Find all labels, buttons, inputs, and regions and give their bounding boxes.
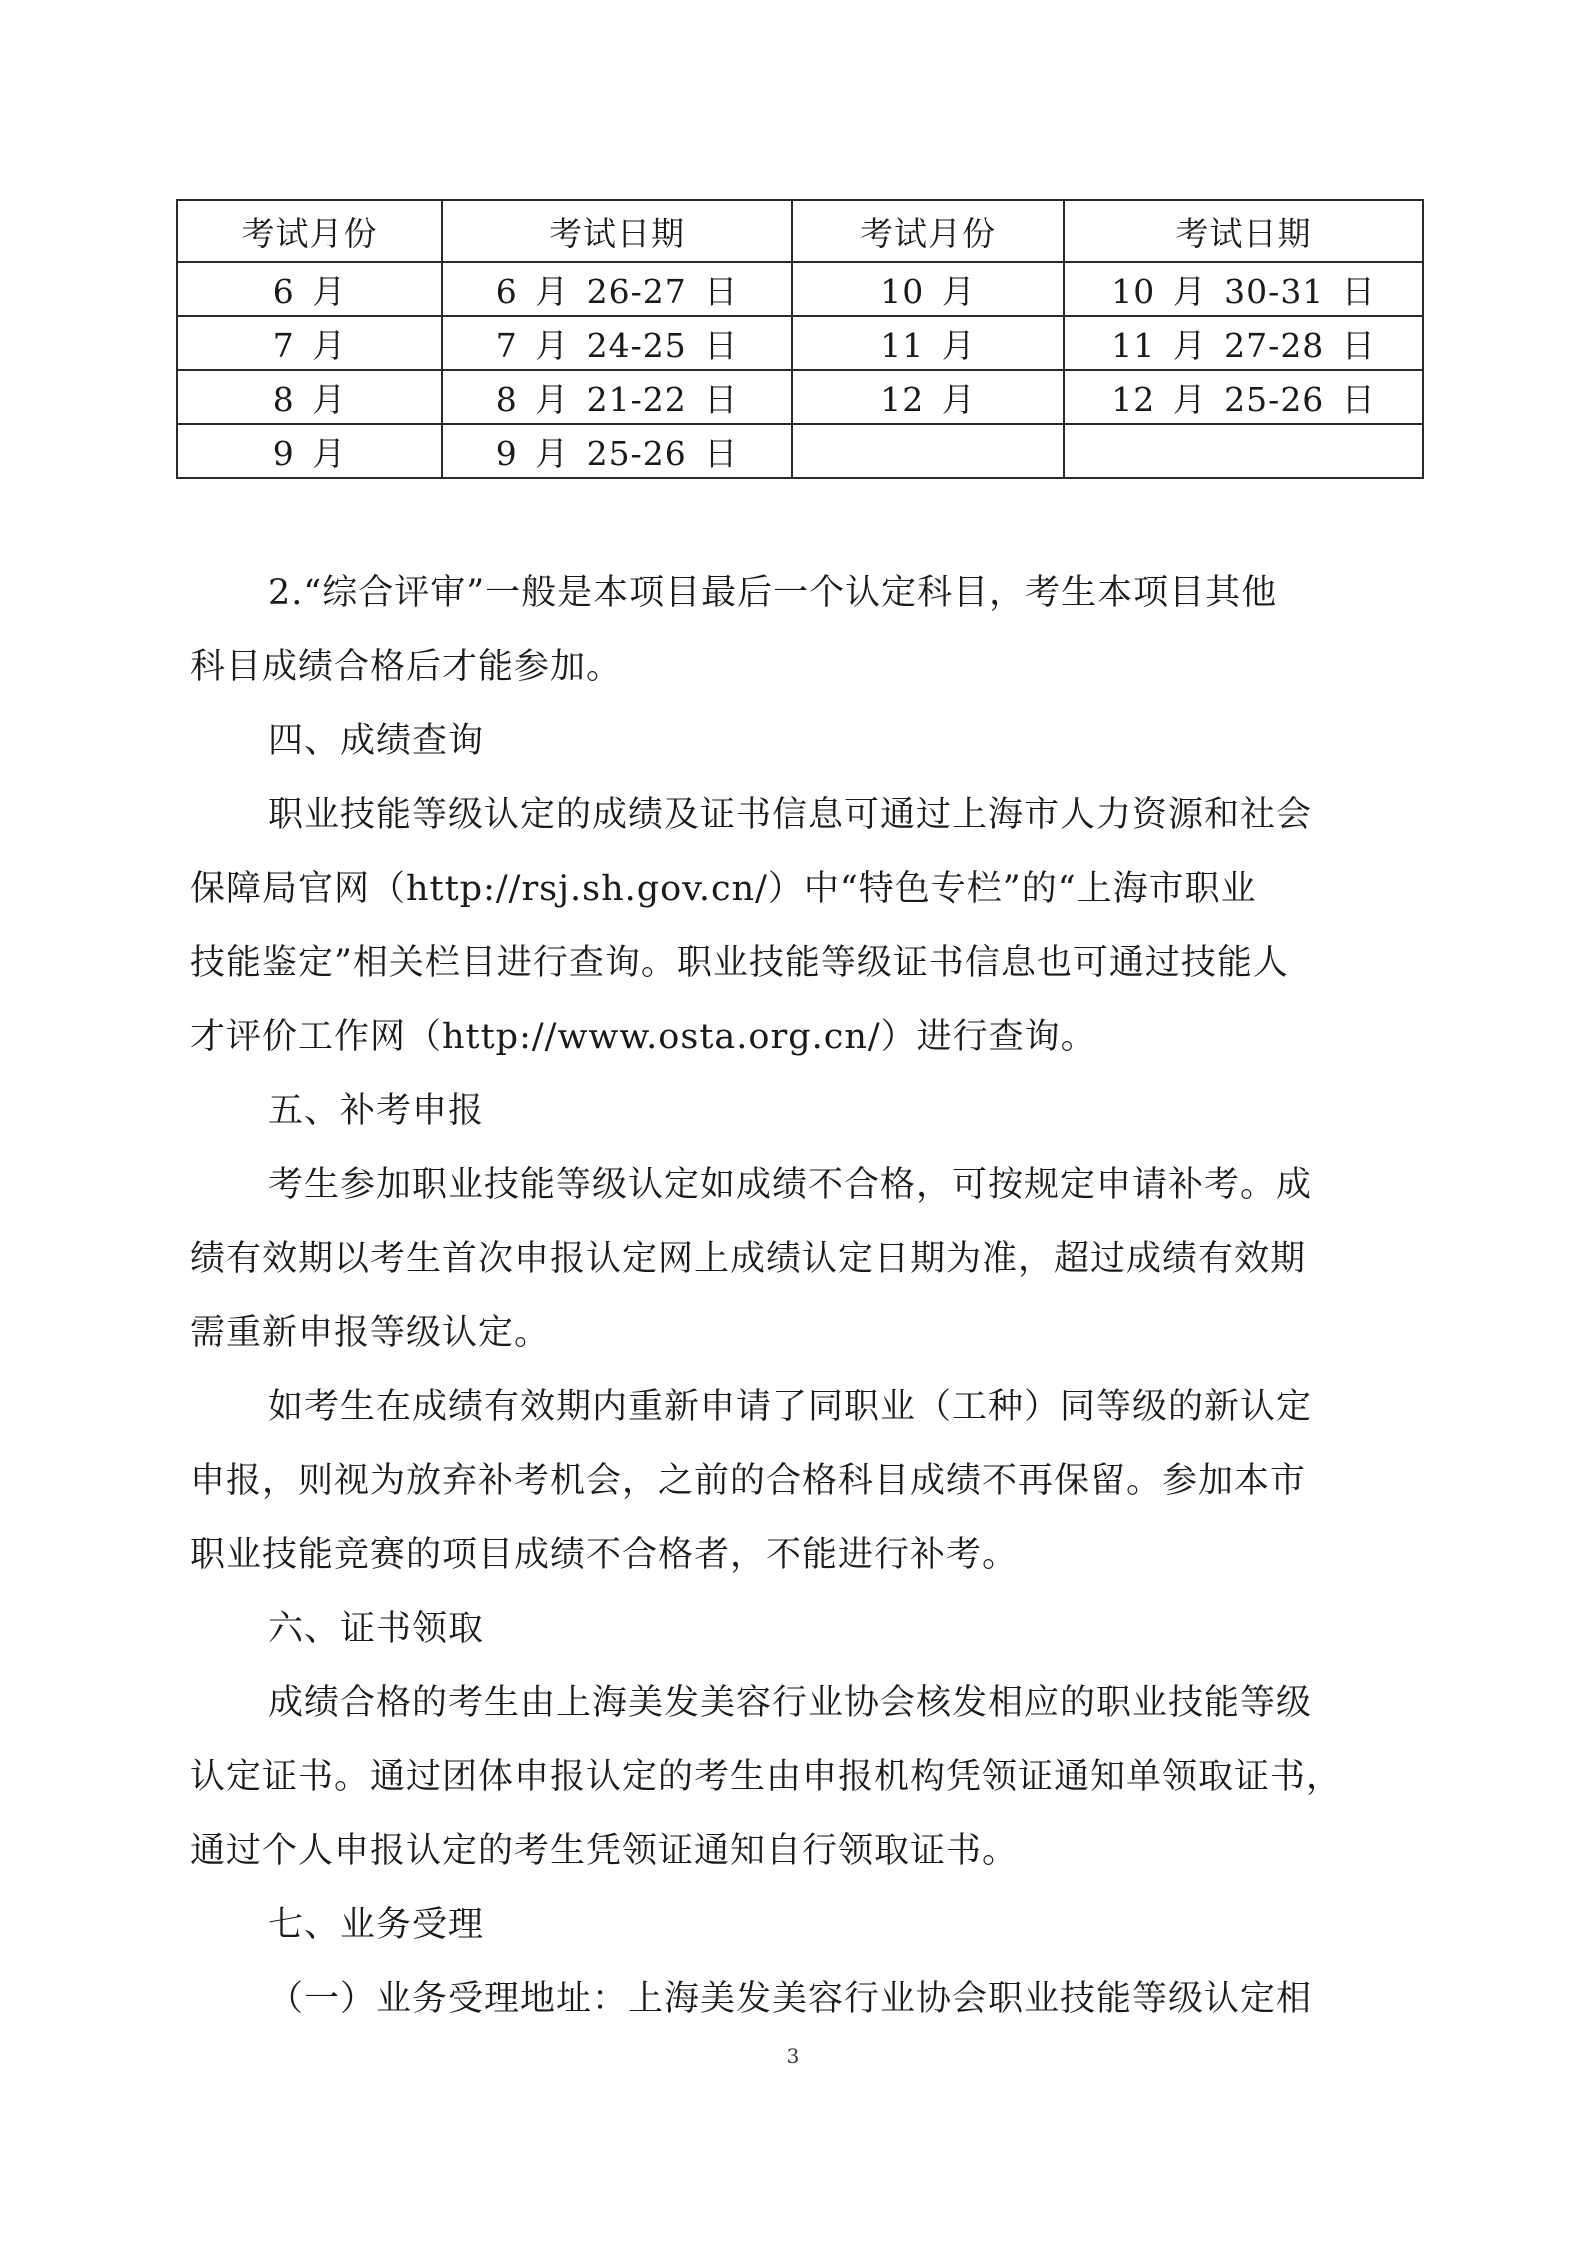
table-cell [792, 424, 1064, 478]
body-line: 才评价工作网（http://www.osta.org.cn/）进行查询。 [190, 1017, 1097, 1057]
table-row [177, 370, 1423, 424]
section-heading: 五、补考申报 [268, 1091, 485, 1131]
table-cell: 10 月 30-31 日 [1064, 262, 1423, 316]
body-line: 技能鉴定”相关栏目进行查询。职业技能等级证书信息也可通过技能人 [190, 943, 1289, 983]
header-exam-month: 考试月份 [792, 200, 1064, 262]
table-cell: 7 月 [177, 316, 442, 370]
table-cell: 8 月 [177, 370, 442, 424]
body-line: 成绩合格的考生由上海美发美容行业协会核发相应的职业技能等级 [268, 1683, 1313, 1723]
table-cell: 11 月 27-28 日 [1064, 316, 1423, 370]
page-number: 3 [786, 2044, 800, 2068]
table-cell: 11 月 [792, 316, 1064, 370]
table-cell: 9 月 [177, 424, 442, 478]
table-row [177, 262, 1423, 316]
table-cell: 8 月 21-22 日 [442, 370, 792, 424]
table-cell: 10 月 [792, 262, 1064, 316]
table-row [177, 424, 1423, 478]
body-line: 2.“综合评审”一般是本项目最后一个认定科目，考生本项目其他 [268, 573, 1278, 613]
header-exam-date: 考试日期 [442, 200, 792, 262]
body-line: 认定证书。通过团体申报认定的考生由申报机构凭领证通知单领取证书， [190, 1757, 1343, 1797]
table-cell: 6 月 26-27 日 [442, 262, 792, 316]
body-line: 绩有效期以考生首次申报认定网上成绩认定日期为准，超过成绩有效期 [190, 1239, 1307, 1279]
section-heading: 七、业务受理 [268, 1905, 485, 1945]
body-line: 科目成绩合格后才能参加。 [190, 647, 623, 687]
body-line: 保障局官网（http://rsj.sh.gov.cn/）中“特色专栏”的“上海市职业 [190, 869, 1257, 909]
header-exam-month: 考试月份 [177, 200, 442, 262]
body-line: 职业技能竞赛的项目成绩不合格者，不能进行补考。 [190, 1535, 1019, 1575]
section-heading: 四、成绩查询 [268, 721, 485, 761]
body-line: 如考生在成绩有效期内重新申请了同职业（工种）同等级的新认定 [268, 1387, 1313, 1427]
table-header-row [177, 200, 1423, 262]
body-line: （一）业务受理地址：上海美发美容行业协会职业技能等级认定相 [268, 1979, 1313, 2019]
header-exam-date: 考试日期 [1064, 200, 1423, 262]
table-cell: 12 月 25-26 日 [1064, 370, 1423, 424]
body-line: 申报，则视为放弃补考机会，之前的合格科目成绩不再保留。参加本市 [190, 1461, 1307, 1501]
section-heading: 六、证书领取 [268, 1609, 485, 1649]
table-cell: 6 月 [177, 262, 442, 316]
table-cell: 12 月 [792, 370, 1064, 424]
body-line: 通过个人申报认定的考生凭领证通知自行领取证书。 [190, 1831, 1019, 1871]
body-line: 考生参加职业技能等级认定如成绩不合格，可按规定申请补考。成 [268, 1165, 1313, 1205]
table-cell: 9 月 25-26 日 [442, 424, 792, 478]
table-row [177, 316, 1423, 370]
table-cell: 7 月 24-25 日 [442, 316, 792, 370]
table-cell [1064, 424, 1423, 478]
body-line: 职业技能等级认定的成绩及证书信息可通过上海市人力资源和社会 [268, 795, 1313, 835]
exam-schedule-table [176, 199, 1424, 479]
body-line: 需重新申报等级认定。 [190, 1313, 551, 1353]
